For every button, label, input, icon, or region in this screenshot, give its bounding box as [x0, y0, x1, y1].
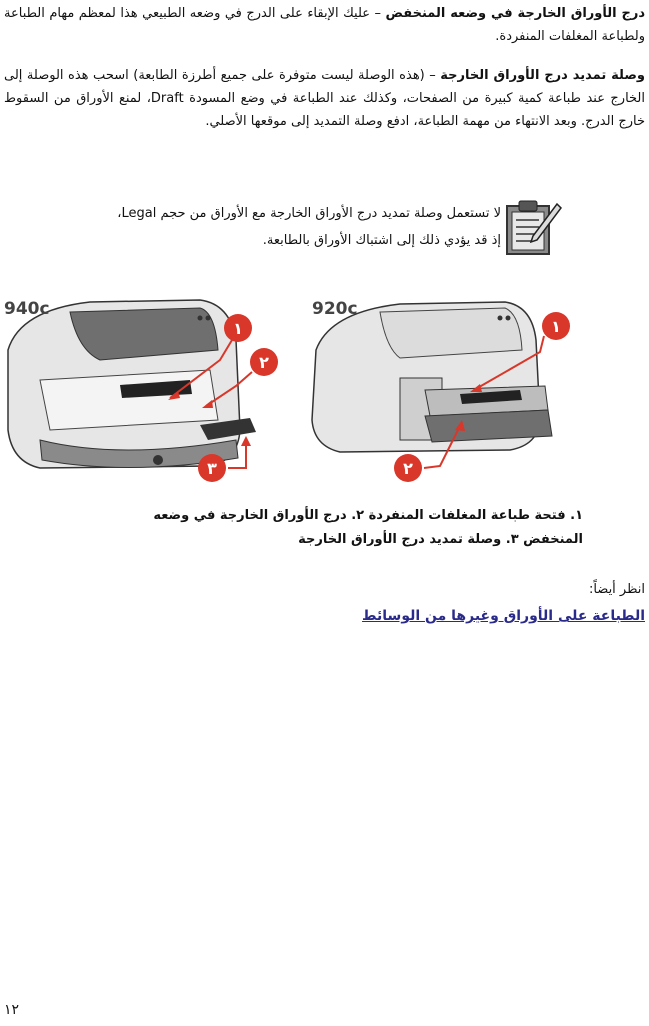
printer-920c-illustration	[312, 302, 552, 452]
heading-tray-extension: وصلة تمديد درج الأوراق الخارجة	[440, 68, 645, 83]
callout-3-left-number: ٣	[207, 459, 217, 478]
page-number: ١٢	[4, 1002, 20, 1018]
see-also-label: انظر أيضاً:	[588, 582, 645, 597]
caption-line-1: ١. فتحة طباعة المغلفات المنفردة ٢. درج الأوراق الخارجة في وضعه	[153, 508, 583, 523]
heading-low-tray: درج الأوراق الخارجة في وضعه المنخفض	[385, 6, 645, 21]
notepad-pencil-icon	[501, 196, 563, 258]
note-box	[0, 196, 649, 266]
note-line-1: لا تستعمل وصلة تمديد درج الأوراق الخارجة مع الأوراق من حجم Legal،	[117, 206, 501, 221]
callout-2-left-number: ٢	[259, 353, 269, 372]
text-tray-extension: – (هذه الوصلة ليست متوفرة على جميع أطرزة الطابعة) اسحب هذه الوصلة إلى الخارج عند طباعة كمية كبيرة من الصفحات، وكذلك عند الطباعة في وضع المسودة Draft، لمنع الأوراق من السقوط خارج الدرج. وبعد الانتهاء من مهمة الطباعة، ادفع وصلة التمديد إلى موقعها الأصلي.	[4, 68, 645, 129]
printers-figure	[0, 290, 649, 490]
model-label-920c: 920c	[312, 299, 358, 319]
printer-940c-illustration	[8, 300, 256, 468]
text-low-tray: – عليك الإبقاء على الدرج في وضعه الطبيعي هذا لمعظم مهام الطباعة ولطباعة المغلفات المنفردة.	[4, 6, 645, 44]
callout-2-right-number: ٢	[403, 459, 413, 478]
caption-line-2: المنخفض ٣. وصلة تمديد درج الأوراق الخارجة	[298, 532, 583, 547]
callout-1-right-number: ١	[551, 317, 561, 336]
paragraph-tray-extension	[4, 64, 645, 133]
note-line-2: إذ قد يؤدي ذلك إلى اشتباك الأوراق بالطابعة.	[262, 233, 501, 248]
paragraph-low-tray	[4, 2, 645, 48]
model-label-940c: 940c	[4, 299, 50, 319]
figure-caption	[60, 504, 583, 552]
see-also-link[interactable]: الطباعة على الأوراق وغيرها من الوسائط	[362, 608, 645, 624]
note-text	[0, 200, 501, 254]
callout-1-left-number: ١	[233, 319, 243, 338]
